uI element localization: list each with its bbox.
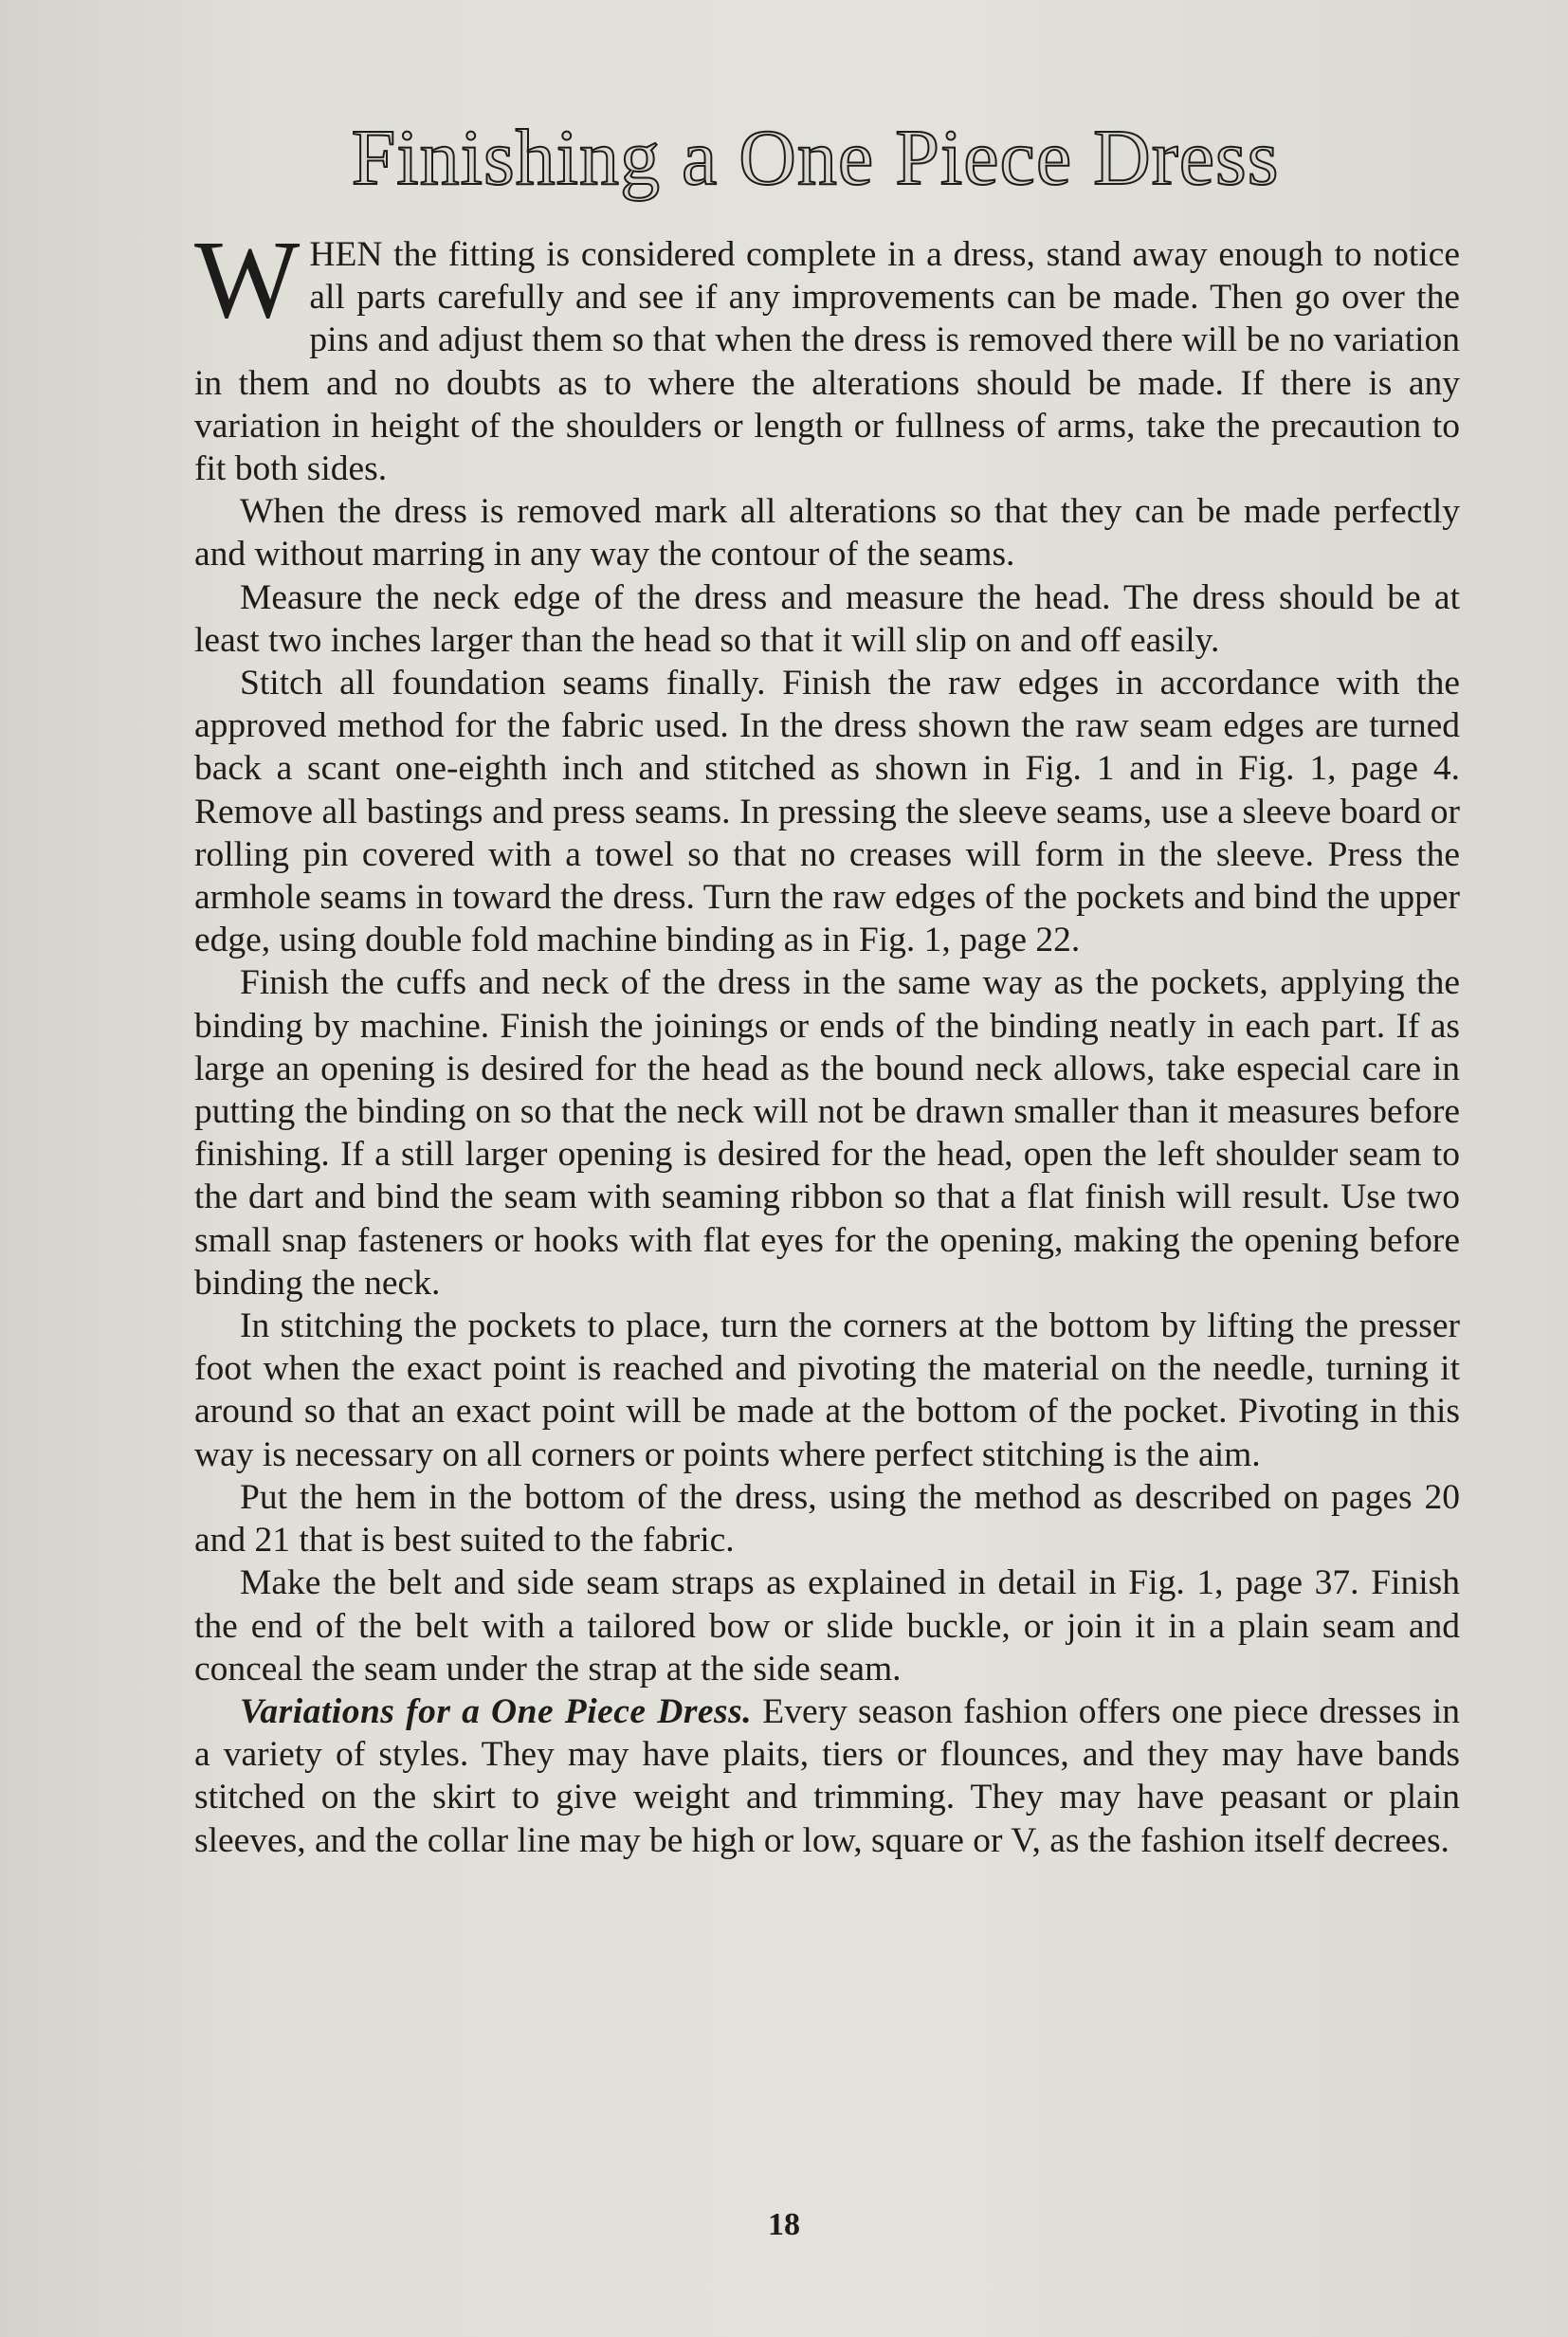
section-lead-heading: Variations for a One Piece Dress.	[240, 1691, 753, 1731]
paragraph-5: Finish the cuffs and neck of the dress in the same way as the pockets, applying the binding by machine. Finish the joinings or ends of the binding neatly in each part. If as large an opening is desired for the head as the bound neck allows, take especial care in putting the binding on so that the neck will not be drawn smaller than it measures before finishing. If a still larger opening is desired for the head, open the left shoulder seam to the dart and bind the seam with seaming ribbon so that a flat finish will result. Use two small snap fasteners or hooks with flat eyes for the opening, making the opening before binding the neck.	[194, 963, 1460, 1303]
paragraph-4: Stitch all foundation seams finally. Finish the raw edges in accordance with the approved method for the fabric used. In the dress shown the raw seam edges are turned back a scant one-eighth inch and stitched as shown in Fig. 1 and in Fig. 1, page 4. Remove all bastings and press seams. In pressing the sleeve seams, use a sleeve board or rolling pin covered with a towel so that no creases will form in the sleeve. Press the armhole seams in toward the dress. Turn the raw edges of the pockets and bind the upper edge, using double fold machine binding as in Fig. 1, page 22.	[194, 664, 1460, 960]
drop-cap: W	[194, 217, 301, 341]
paragraph-6: In stitching the pockets to place, turn the corners at the bottom by lifting the presser foot when the exact point is reached and pivoting the material on the needle, turning it around so that an exact point will be made at the bottom of the pocket. Pivoting in this way is necessary on all corners or points where perfect stitching is the aim.	[194, 1306, 1460, 1474]
paragraph-2: When the dress is removed mark all alterations so that they can be made perfectly and without marring in any way the contour of the seams.	[194, 492, 1460, 575]
page-title: Finishing a One Piece Dress	[351, 114, 1280, 202]
paragraph-9-text: Every season fashion offers one piece dresses in a variety of styles. They may have plaits, tiers or flounces, and they may have bands stitched on the skirt to give weight and trimming. They may have peasant or plain sleeves, and the collar line may be high or low, square or V, as the fashion itself decrees.	[194, 1691, 1460, 1860]
paragraph-3: Measure the neck edge of the dress and measure the head. The dress should be at least two inches larger than the head so that it will slip on and off easily.	[194, 577, 1460, 660]
paragraph-9	[194, 1690, 1460, 1862]
paragraph-1	[194, 217, 1460, 490]
paragraph-7: Put the hem in the bottom of the dress, using the method as described on pages 20 and 21 that is best suited to the fabric.	[194, 1477, 1460, 1561]
body-text	[194, 217, 1460, 1862]
page-number: 18	[768, 2207, 800, 2242]
paragraph-1-text: HEN the fitting is considered complete in a dress, stand away enough to notice all parts carefully and see if any improvements can be made. Then go over the pins and adjust them so that when the dress is removed there will be no variation in them and no doubts as to where the alterations should be made. If there is any variation in height of the shoulders or length or fullness of arms, take the precaution to fit both sides.	[194, 235, 1460, 489]
paragraph-8: Make the belt and side seam straps as explained in detail in Fig. 1, page 37. Finish the end of the belt with a tailored bow or slide buckle, or join it in a plain seam and conceal the seam under the strap at the side seam.	[194, 1563, 1460, 1689]
